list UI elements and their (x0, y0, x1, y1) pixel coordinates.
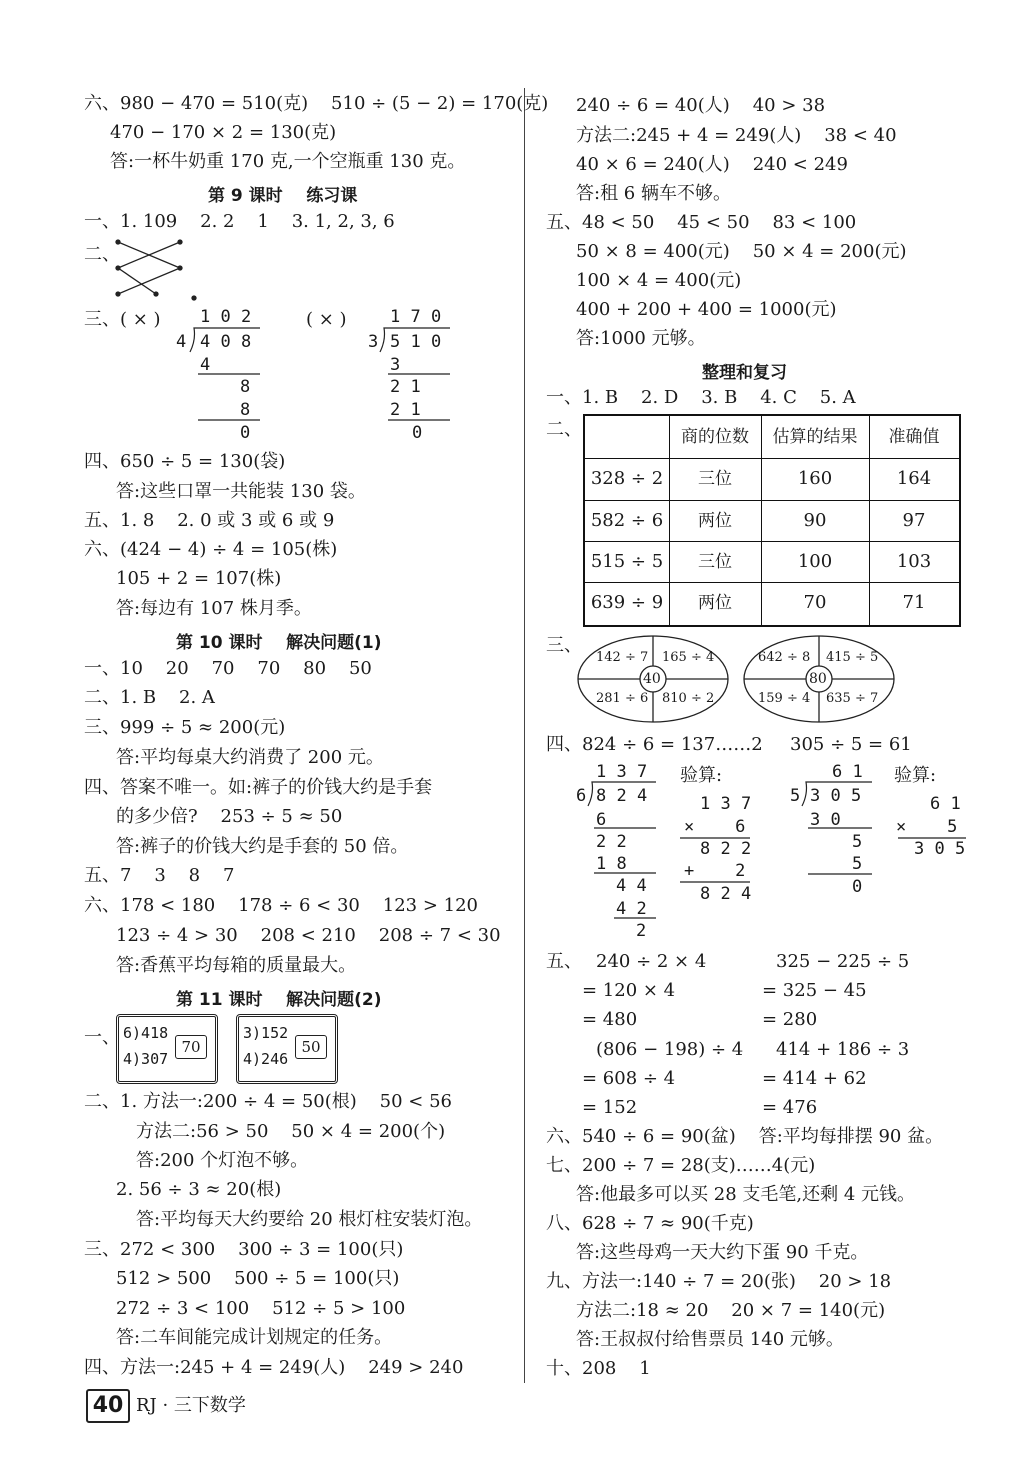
div1-dividend: 4 0 8 (200, 332, 252, 352)
box1-answer: 70 (175, 1035, 207, 1059)
rv-q9-line2: 方法二:18 ≈ 20 20 × 7 = 140(元) (576, 1300, 886, 1321)
oval1-bl: 281 ÷ 6 (596, 691, 649, 706)
rv-q1: 一、1. B 2. D 3. B 4. C 5. A (546, 387, 856, 408)
div1-remainder: 0 (240, 423, 251, 443)
lesson11-title: 第 11 课时 解决问题(2) (176, 990, 382, 1010)
oval2-bl: 159 ÷ 4 (758, 691, 811, 706)
l10-q2: 二、1. B 2. A (84, 687, 215, 708)
ldiv1-step4: 4 4 (616, 876, 647, 896)
chk1-c: 8 2 2 (700, 839, 752, 859)
l10-q3-answer: 答:平均每桌大约消费了 200 元。 (116, 747, 384, 768)
l10-q4-line2: 的多少倍? 253 ÷ 5 ≈ 50 (116, 806, 343, 827)
table-row: 582 ÷ 6 (590, 510, 664, 531)
div2-step3: 2 1 (390, 400, 421, 420)
calc-a-1: = 120 × 4 (582, 980, 676, 1001)
l-q6-answer: 答:一杯牛奶重 170 克,一个空瓶重 130 克。 (110, 151, 466, 172)
r-line1: 240 ÷ 6 = 40(人) 40 > 38 (576, 95, 826, 116)
estimate-table (583, 414, 961, 627)
oval2-br: 635 ÷ 7 (826, 691, 879, 706)
l9-q3-mark2: ( × ) (306, 309, 347, 330)
table-cell: 90 (803, 510, 827, 531)
rv-q7: 七、200 ÷ 7 = 28(支)……4(元) (546, 1155, 816, 1176)
estimate-box-1 (116, 1014, 218, 1084)
l9-q4-answer: 答:这些口罩一共能装 130 袋。 (116, 481, 366, 502)
r-line3: 40 × 6 = 240(人) 240 < 249 (576, 154, 848, 175)
ldiv2-remainder: 0 (852, 877, 863, 897)
box2-expr2: 4)246 (243, 1050, 289, 1068)
oval1-tr: 165 ÷ 4 (662, 650, 715, 665)
chk1-b: × 6 (684, 817, 746, 837)
th-digits: 商的位数 (681, 427, 749, 447)
rv-q8: 八、628 ÷ 7 ≈ 90(千克) (546, 1213, 754, 1234)
l9-q3-label: 三、( × ) (84, 309, 161, 330)
div2-step1: 3 (390, 355, 401, 375)
l11-q2-line1: 二、1. 方法一:200 ÷ 4 = 50(根) 50 < 56 (84, 1091, 452, 1112)
calc-a-0: 240 ÷ 2 × 4 (596, 951, 707, 972)
box2-answer: 50 (295, 1035, 327, 1059)
table-cell: 97 (902, 510, 926, 531)
chk1-e: 8 2 4 (700, 884, 752, 904)
page-number: 40 (86, 1389, 130, 1423)
r-q5-line4: 400 + 200 + 400 = 1000(元) (576, 299, 837, 320)
calc-d-1: = 414 + 62 (762, 1068, 867, 1089)
div2-quotient: 1 7 0 (390, 307, 442, 327)
ldiv1-step1: 6 (596, 810, 607, 830)
div1-rules (188, 326, 264, 424)
l9-q1: 一、1. 109 2. 2 1 3. 1, 2, 3, 6 (84, 211, 395, 232)
ldiv1-step5: 4 2 (616, 899, 647, 919)
table-cell: 100 (797, 551, 833, 572)
matching-lines-diagram (108, 232, 198, 302)
book-label: RJ · 三下数学 (136, 1395, 246, 1416)
box1-expr2: 4)307 (123, 1050, 169, 1068)
l11-q2-answer1: 答:200 个灯泡不够。 (136, 1150, 309, 1171)
rv-q7-answer: 答:他最多可以买 28 支毛笔,还剩 4 元钱。 (576, 1184, 916, 1205)
column-divider (524, 88, 525, 1383)
box1-expr1-text: 6)418 (123, 1024, 169, 1042)
l11-q3-line2: 512 > 500 500 ÷ 5 = 100(只) (116, 1268, 400, 1289)
div1-quotient: 1 0 2 (200, 307, 252, 327)
calc-b-1: = 325 − 45 (762, 980, 867, 1001)
ldiv1-step3: 1 8 (596, 854, 627, 874)
ldiv2-step3: 5 (852, 854, 863, 874)
rv-q9-answer: 答:王叔叔付给售票员 140 元够。 (576, 1329, 844, 1350)
calc-a-2: = 480 (582, 1009, 638, 1030)
calc-d-0: 414 + 186 ÷ 3 (776, 1039, 910, 1060)
div1-step1: 4 (200, 355, 211, 375)
chk2-b: × 5 (896, 817, 958, 837)
l10-q6-answer: 答:香蕉平均每箱的质量最大。 (116, 955, 357, 976)
calc-d-2: = 476 (762, 1097, 818, 1118)
ldiv1-step2: 2 2 (596, 832, 627, 852)
l11-q1-label: 一、 (84, 1027, 120, 1048)
estimate-box-2 (236, 1014, 338, 1084)
l10-q6-line2: 123 ÷ 4 > 30 208 < 210 208 ÷ 7 < 30 (116, 925, 501, 946)
l9-q6-answer: 答:每边有 107 株月季。 (116, 598, 312, 619)
div2-divisor: 3 (368, 332, 379, 352)
r-answer1: 答:租 6 辆车不够。 (576, 183, 731, 204)
ldiv2-rules (800, 780, 876, 880)
table-cell: 70 (803, 592, 827, 613)
r-q5-line2: 50 × 8 = 400(元) 50 × 4 = 200(元) (576, 241, 907, 262)
l-q6-line1: 六、980 − 470 = 510(克) 510 ÷ (5 − 2) = 170(克) (84, 93, 549, 114)
l9-q6-line1: 六、(424 − 4) ÷ 4 = 105(株) (84, 539, 338, 560)
rv-q10: 十、208 1 (546, 1358, 651, 1379)
r-q5-line3: 100 × 4 = 400(元) (576, 270, 742, 291)
calc-c-2: = 152 (582, 1097, 638, 1118)
th-exact: 准确值 (888, 427, 940, 447)
rv-q9-line1: 九、方法一:140 ÷ 7 = 20(张) 20 > 18 (546, 1271, 892, 1292)
check-label-2: 验算: (894, 765, 937, 786)
calc-b-2: = 280 (762, 1009, 818, 1030)
l10-q1: 一、10 20 70 70 80 50 (84, 658, 372, 679)
chk2-rules (896, 836, 970, 842)
check-label-1: 验算: (680, 765, 723, 786)
div1-step3: 8 (240, 400, 251, 420)
div2-dividend: 5 1 0 (390, 332, 442, 352)
l10-q3: 三、999 ÷ 5 ≈ 200(元) (84, 717, 286, 738)
ldiv2-step1: 3 0 (810, 810, 841, 830)
lesson10-title: 第 10 课时 解决问题(1) (176, 633, 382, 653)
r-q5-line1: 五、48 < 50 45 < 50 83 < 100 (546, 212, 857, 233)
div1-step2: 8 (240, 377, 251, 397)
table-cell: 两位 (698, 593, 732, 613)
ldiv1-quotient: 1 3 7 (596, 762, 648, 782)
table-cell: 164 (896, 468, 932, 489)
rv-q5-label: 五、 (546, 951, 582, 972)
l9-q2-label: 二、 (84, 244, 120, 265)
th-estimate: 估算的结果 (772, 427, 858, 447)
l9-q5: 五、1. 8 2. 0 或 3 或 6 或 9 (84, 510, 335, 531)
rv-q2-label: 二、 (546, 419, 582, 440)
ldiv1-remainder: 2 (636, 921, 647, 941)
table-row: 639 ÷ 9 (590, 592, 664, 613)
l11-q3-answer: 答:二车间能完成计划规定的任务。 (116, 1327, 393, 1348)
table-cell: 两位 (698, 511, 732, 531)
calc-b-0: 325 − 225 ÷ 5 (776, 951, 910, 972)
rv-q4-line1b: 305 ÷ 5 = 61 (790, 734, 912, 755)
l11-q2-line3: 2. 56 ÷ 3 ≈ 20(根) (116, 1179, 282, 1200)
box2-expr1: 3)152 (243, 1024, 289, 1042)
div2-step2: 2 1 (390, 377, 421, 397)
chk2-a: 6 1 (930, 794, 961, 814)
r-q5-answer: 答:1000 元够。 (576, 328, 706, 349)
oval1-center: 40 (643, 671, 661, 687)
ldiv1-rules (586, 780, 662, 920)
chk1-a: 1 3 7 (700, 794, 752, 814)
oval2-center: 80 (809, 671, 827, 687)
ldiv1-dividend: 8 2 4 (596, 786, 648, 806)
oval2-tl: 642 ÷ 8 (758, 650, 811, 665)
oval1-br: 810 ÷ 2 (662, 691, 715, 706)
div2-remainder: 0 (412, 423, 423, 443)
l10-q5: 五、7 3 8 7 (84, 865, 235, 886)
l9-q4: 四、650 ÷ 5 = 130(袋) (84, 451, 286, 472)
chk1-rules (678, 836, 754, 886)
lesson9-title: 第 9 课时 练习课 (208, 186, 358, 206)
ldiv1-divisor: 6 (576, 786, 587, 806)
table-row: 515 ÷ 5 (590, 551, 664, 572)
l10-q4-answer: 答:裤子的价钱大约是手套的 50 倍。 (116, 836, 409, 857)
ldiv2-step2: 5 (852, 832, 863, 852)
chk1-d: + 2 (684, 861, 746, 881)
table-cell: 103 (896, 551, 932, 572)
ldiv2-divisor: 5 (790, 786, 801, 806)
l10-q4-line1: 四、答案不唯一。如:裤子的价钱大约是手套 (84, 777, 433, 798)
chk2-c: 3 0 5 (914, 839, 966, 859)
l11-q3-line3: 272 ÷ 3 < 100 512 ÷ 5 > 100 (116, 1298, 406, 1319)
estimate-oval-2 (742, 634, 896, 724)
oval2-tr: 415 ÷ 5 (826, 650, 879, 665)
l11-q4-line1: 四、方法一:245 + 4 = 249(人) 249 > 240 (84, 1357, 464, 1378)
review-title: 整理和复习 (702, 363, 787, 383)
table-cell: 三位 (698, 552, 732, 572)
l10-q6-line1: 六、178 < 180 178 ÷ 6 < 30 123 > 120 (84, 895, 479, 916)
l11-q3-line1: 三、272 < 300 300 ÷ 3 = 100(只) (84, 1239, 404, 1260)
table-cell: 三位 (698, 469, 732, 489)
l11-q2-answer2: 答:平均每天大约要给 20 根灯柱安装灯泡。 (136, 1209, 483, 1230)
ldiv2-quotient: 6 1 (832, 762, 863, 782)
rv-q3-label: 三、 (546, 635, 582, 656)
r-line2: 方法二:245 + 4 = 249(人) 38 < 40 (576, 125, 897, 146)
calc-c-1: = 608 ÷ 4 (582, 1068, 676, 1089)
ldiv2-dividend: 3 0 5 (810, 786, 862, 806)
div2-rules (378, 326, 454, 424)
oval1-tl: 142 ÷ 7 (596, 650, 649, 665)
rv-q4-line1: 四、824 ÷ 6 = 137……2 (546, 734, 763, 755)
table-row: 328 ÷ 2 (590, 468, 664, 489)
l-q6-line2: 470 − 170 × 2 = 130(克) (110, 122, 337, 143)
l11-q2-line2: 方法二:56 > 50 50 × 4 = 200(个) (136, 1121, 446, 1142)
calc-c-0: (806 − 198) ÷ 4 (596, 1039, 744, 1060)
rv-q8-answer: 答:这些母鸡一天大约下蛋 90 千克。 (576, 1242, 869, 1263)
div1-divisor: 4 (176, 332, 187, 352)
l9-q6-line2: 105 + 2 = 107(株) (116, 568, 282, 589)
estimate-oval-1 (576, 634, 730, 724)
rv-q6: 六、540 ÷ 6 = 90(盆) 答:平均每排摆 90 盆。 (546, 1126, 944, 1147)
table-cell: 71 (902, 592, 926, 613)
table-cell: 160 (797, 468, 833, 489)
